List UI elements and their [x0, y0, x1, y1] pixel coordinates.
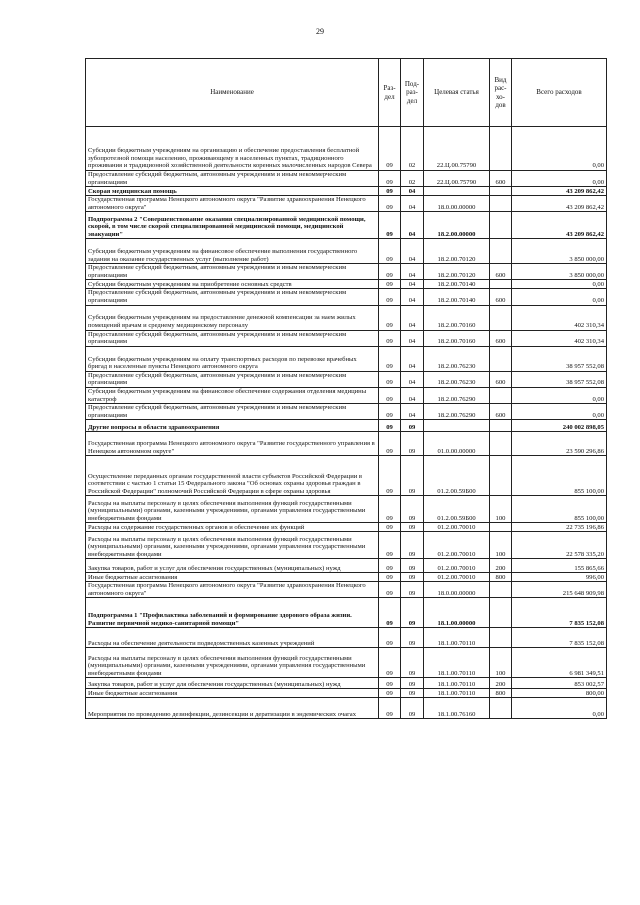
- table-row: [86, 346, 607, 371]
- cell-name: Закупка товаров, работ и услуг для обеспечения государственных (муниципальных) нужд: [86, 559, 379, 573]
- cell-vr: [490, 387, 512, 403]
- cell-sum: 7 835 152,08: [512, 628, 607, 648]
- cell-name: Скорая медицинская помощь: [86, 187, 379, 196]
- cell-sum: 0,00: [512, 127, 607, 171]
- cell-rz: 09: [379, 346, 401, 371]
- cell-vr: [490, 127, 512, 171]
- cell-sum: 43 209 862,42: [512, 187, 607, 196]
- cell-rz: 09: [379, 678, 401, 689]
- cell-vr: 100: [490, 496, 512, 523]
- cell-sum: 0,00: [512, 289, 607, 305]
- cell-cs: 22.Ц.00.75790: [424, 171, 490, 187]
- cell-pr: 04: [401, 387, 424, 403]
- cell-sum: 155 865,66: [512, 559, 607, 573]
- cell-vr: 600: [490, 289, 512, 305]
- cell-name: Иные бюджетные ассигнования: [86, 689, 379, 698]
- table-row: [86, 698, 607, 719]
- table-row: [86, 289, 607, 305]
- cell-rz: 09: [379, 264, 401, 280]
- budget-table: [85, 58, 607, 719]
- cell-sum: 43 209 862,42: [512, 196, 607, 212]
- cell-sum: 853 002,57: [512, 678, 607, 689]
- header-subsection: Под- раз- дел: [401, 59, 424, 127]
- cell-name: Подпрограмма 2 "Совершенствование оказания специализированной медицинской помощи, скорой, в том числе скорой специализированной медицинской помощи, медицинской эвакуации": [86, 212, 379, 239]
- cell-name: Предоставление субсидий бюджетным, автономным учреждениям и иным некоммерческим организациям: [86, 330, 379, 346]
- table-row: [86, 628, 607, 648]
- cell-name: Предоставление субсидий бюджетным, автономным учреждениям и иным некоммерческим организациям: [86, 264, 379, 280]
- cell-cs: 18.0.00.00000: [424, 196, 490, 212]
- cell-vr: 600: [490, 330, 512, 346]
- cell-vr: [490, 212, 512, 239]
- cell-pr: 04: [401, 305, 424, 330]
- cell-name: Закупка товаров, работ и услуг для обеспечения государственных (муниципальных) нужд: [86, 678, 379, 689]
- cell-cs: 01.2.00.70010: [424, 559, 490, 573]
- cell-name: Подпрограмма 1 "Профилактика заболеваний и формирование здорового образа жизни. Развитие первичной медико-санитарной помощи": [86, 598, 379, 628]
- cell-vr: [490, 432, 512, 456]
- table-row: [86, 532, 607, 559]
- cell-sum: 855 100,00: [512, 496, 607, 523]
- cell-cs: 18.2.00.70140: [424, 289, 490, 305]
- cell-name: Государственная программа Ненецкого автономного округа "Развитие государственного управления в Ненецком автономном округе": [86, 432, 379, 456]
- table-row: [86, 432, 607, 456]
- cell-rz: 09: [379, 598, 401, 628]
- table-row: [86, 523, 607, 532]
- cell-sum: 855 100,00: [512, 456, 607, 496]
- cell-vr: 100: [490, 648, 512, 678]
- cell-vr: 200: [490, 678, 512, 689]
- cell-vr: [490, 280, 512, 289]
- cell-vr: 600: [490, 371, 512, 387]
- cell-pr: 04: [401, 187, 424, 196]
- table-row: [86, 456, 607, 496]
- table-row: [86, 330, 607, 346]
- cell-cs: 01.2.00.59Б00: [424, 456, 490, 496]
- cell-cs: 18.2.00.70160: [424, 305, 490, 330]
- table-row: [86, 598, 607, 628]
- cell-sum: 23 590 296,86: [512, 432, 607, 456]
- cell-name: Предоставление субсидий бюджетным, автономным учреждениям и иным некоммерческим организациям: [86, 289, 379, 305]
- cell-vr: [490, 523, 512, 532]
- cell-cs: 18.1.00.70110: [424, 678, 490, 689]
- cell-name: Расходы на выплаты персоналу в целях обеспечения выполнения функций государственными (муниципальными) органами, казенными учреждениями, органами управления государственными внебюджетными фондами: [86, 648, 379, 678]
- cell-sum: 22 735 196,86: [512, 523, 607, 532]
- cell-cs: [424, 187, 490, 196]
- cell-pr: 04: [401, 280, 424, 289]
- table-header-row: [86, 59, 607, 127]
- cell-vr: 800: [490, 689, 512, 698]
- cell-name: Субсидии бюджетным учреждениям на оплату транспортных расходов по перевозке врачебных бригад в населенные пункты Ненецкого автономного округа: [86, 346, 379, 371]
- cell-rz: 09: [379, 171, 401, 187]
- cell-rz: 09: [379, 496, 401, 523]
- cell-pr: 09: [401, 698, 424, 719]
- cell-sum: 0,00: [512, 698, 607, 719]
- cell-sum: 38 957 552,08: [512, 346, 607, 371]
- table-row: [86, 127, 607, 171]
- cell-cs: 18.1.00.76160: [424, 698, 490, 719]
- cell-rz: 09: [379, 628, 401, 648]
- cell-cs: 18.1.00.70110: [424, 689, 490, 698]
- cell-cs: 18.2.00.70140: [424, 280, 490, 289]
- cell-name: Государственная программа Ненецкого автономного округа "Развитие здравоохранения Ненецкого автономного округа": [86, 582, 379, 598]
- cell-name: Предоставление субсидий бюджетным, автономным учреждениям и иным некоммерческим организациям: [86, 371, 379, 387]
- cell-pr: 04: [401, 404, 424, 420]
- cell-cs: 01.2.00.70010: [424, 523, 490, 532]
- cell-pr: 04: [401, 330, 424, 346]
- cell-cs: 01.2.00.70010: [424, 573, 490, 582]
- cell-vr: 200: [490, 559, 512, 573]
- cell-rz: 09: [379, 330, 401, 346]
- cell-rz: 09: [379, 404, 401, 420]
- cell-name: Другие вопросы в области здравоохранения: [86, 420, 379, 432]
- table-row: [86, 196, 607, 212]
- cell-pr: 09: [401, 582, 424, 598]
- cell-pr: 04: [401, 371, 424, 387]
- cell-rz: 09: [379, 559, 401, 573]
- cell-rz: 09: [379, 532, 401, 559]
- cell-name: Государственная программа Ненецкого автономного округа "Развитие здравоохранения Ненецкого автономного округа": [86, 196, 379, 212]
- cell-pr: 09: [401, 523, 424, 532]
- cell-name: Расходы на выплаты персоналу в целях обеспечения выполнения функций государственными (муниципальными) органами, казенными учреждениями, органами управления государственными внебюджетными фондами: [86, 532, 379, 559]
- cell-cs: 18.2.00.70120: [424, 264, 490, 280]
- cell-sum: 240 002 898,05: [512, 420, 607, 432]
- cell-sum: 3 850 000,00: [512, 239, 607, 264]
- table-row: [86, 404, 607, 420]
- cell-sum: 6 981 349,51: [512, 648, 607, 678]
- cell-vr: 800: [490, 573, 512, 582]
- cell-pr: 09: [401, 532, 424, 559]
- cell-rz: 09: [379, 239, 401, 264]
- table-row: [86, 678, 607, 689]
- cell-cs: 01.2.00.59Б00: [424, 496, 490, 523]
- cell-rz: 09: [379, 305, 401, 330]
- cell-rz: 09: [379, 582, 401, 598]
- cell-sum: 0,00: [512, 171, 607, 187]
- cell-cs: 18.2.00.76290: [424, 387, 490, 403]
- cell-pr: 09: [401, 648, 424, 678]
- table-row: [86, 239, 607, 264]
- cell-cs: 18.2.00.70160: [424, 330, 490, 346]
- cell-vr: [490, 628, 512, 648]
- cell-pr: 02: [401, 171, 424, 187]
- cell-vr: 600: [490, 171, 512, 187]
- page-number: 29: [316, 27, 324, 36]
- cell-rz: 09: [379, 523, 401, 532]
- cell-pr: 09: [401, 456, 424, 496]
- cell-pr: 02: [401, 127, 424, 171]
- cell-name: Мероприятия по проведению дезинфекции, дезинсекции и дератизации в эндемических очагах: [86, 698, 379, 719]
- table-row: [86, 496, 607, 523]
- table-row: [86, 212, 607, 239]
- cell-rz: 09: [379, 289, 401, 305]
- cell-vr: [490, 420, 512, 432]
- table-row: [86, 387, 607, 403]
- cell-vr: 100: [490, 532, 512, 559]
- cell-pr: 09: [401, 678, 424, 689]
- cell-name: Субсидии бюджетным учреждениям на организацию и обеспечение предоставления бесплатной зубопротезной помощи населению, проживающему в населенных пунктах, традиционного проживания и традиционной хозяйственной деятельности коренных малочисленных народов Севера: [86, 127, 379, 171]
- cell-vr: 600: [490, 404, 512, 420]
- cell-pr: 04: [401, 264, 424, 280]
- cell-name: Субсидии бюджетным учреждениям на предоставление денежной компенсации за наем жилых помещений врачам и среднему медицинскому персоналу: [86, 305, 379, 330]
- cell-pr: 09: [401, 432, 424, 456]
- cell-name: Осуществление переданных органам государственной власти субъектов Российской Федерации в соответствии с частью 1 статьи 15 Федерального закона "Об основах охраны здоровья граждан в Российской Федерации" полномочий Российской Федерации в сфере охраны здоровья: [86, 456, 379, 496]
- header-target: Целевая статья: [424, 59, 490, 127]
- cell-name: Субсидии бюджетным учреждениям на приобретение основных средств: [86, 280, 379, 289]
- table-row: [86, 648, 607, 678]
- cell-sum: 38 957 552,08: [512, 371, 607, 387]
- cell-name: Субсидии бюджетным учреждениям на финансовое обеспечение содержания отделения медицины катастроф: [86, 387, 379, 403]
- cell-pr: 04: [401, 346, 424, 371]
- cell-name: Расходы на содержание государственных органов и обеспечение их функций: [86, 523, 379, 532]
- table-row: [86, 187, 607, 196]
- cell-pr: 09: [401, 628, 424, 648]
- cell-name: Иные бюджетные ассигнования: [86, 573, 379, 582]
- cell-pr: 09: [401, 689, 424, 698]
- cell-cs: [424, 420, 490, 432]
- cell-pr: 09: [401, 420, 424, 432]
- cell-vr: 600: [490, 264, 512, 280]
- cell-pr: 09: [401, 559, 424, 573]
- cell-sum: 996,00: [512, 573, 607, 582]
- cell-vr: [490, 346, 512, 371]
- cell-cs: 18.1.00.70110: [424, 648, 490, 678]
- cell-name: Расходы на обеспечение деятельности подведомственных казенных учреждений: [86, 628, 379, 648]
- cell-pr: 04: [401, 212, 424, 239]
- cell-sum: 3 850 000,00: [512, 264, 607, 280]
- cell-cs: 18.1.00.00000: [424, 598, 490, 628]
- cell-cs: 18.2.00.76290: [424, 404, 490, 420]
- cell-sum: 402 310,34: [512, 330, 607, 346]
- cell-rz: 09: [379, 432, 401, 456]
- header-total: Всего расходов: [512, 59, 607, 127]
- cell-rz: 09: [379, 187, 401, 196]
- cell-sum: 800,00: [512, 689, 607, 698]
- cell-vr: [490, 305, 512, 330]
- cell-cs: 01.0.00.00000: [424, 432, 490, 456]
- table-body: [86, 127, 607, 719]
- table-row: [86, 171, 607, 187]
- cell-pr: 09: [401, 496, 424, 523]
- cell-rz: 09: [379, 196, 401, 212]
- cell-vr: [490, 582, 512, 598]
- cell-cs: 18.1.00.70110: [424, 628, 490, 648]
- cell-rz: 09: [379, 648, 401, 678]
- cell-rz: 09: [379, 698, 401, 719]
- cell-rz: 09: [379, 212, 401, 239]
- cell-cs: 18.0.00.00000: [424, 582, 490, 598]
- cell-sum: 0,00: [512, 280, 607, 289]
- cell-sum: 0,00: [512, 387, 607, 403]
- cell-cs: 18.2.00.00000: [424, 212, 490, 239]
- cell-vr: [490, 196, 512, 212]
- cell-vr: [490, 239, 512, 264]
- table-row: [86, 582, 607, 598]
- cell-pr: 04: [401, 239, 424, 264]
- cell-sum: 43 209 862,42: [512, 212, 607, 239]
- cell-vr: [490, 598, 512, 628]
- table-row: [86, 689, 607, 698]
- cell-vr: [490, 456, 512, 496]
- cell-cs: 18.2.00.76230: [424, 371, 490, 387]
- cell-name: Субсидии бюджетным учреждениям на финансовое обеспечение выполнения государственного задания на оказание государственных услуг (выполнение работ): [86, 239, 379, 264]
- table-row: [86, 305, 607, 330]
- cell-sum: 215 648 909,98: [512, 582, 607, 598]
- table-row: [86, 264, 607, 280]
- cell-sum: 7 835 152,08: [512, 598, 607, 628]
- cell-sum: 402 310,34: [512, 305, 607, 330]
- cell-cs: 18.2.00.70120: [424, 239, 490, 264]
- cell-cs: 01.2.00.70010: [424, 532, 490, 559]
- cell-sum: 22 578 335,20: [512, 532, 607, 559]
- cell-name: Предоставление субсидий бюджетным, автономным учреждениям и иным некоммерческим организациям: [86, 404, 379, 420]
- header-expense-type: Вид рас- хо- дов: [490, 59, 512, 127]
- cell-rz: 09: [379, 387, 401, 403]
- cell-pr: 09: [401, 598, 424, 628]
- table-row: [86, 559, 607, 573]
- cell-rz: 09: [379, 689, 401, 698]
- cell-rz: 09: [379, 573, 401, 582]
- table-row: [86, 371, 607, 387]
- cell-sum: 0,00: [512, 404, 607, 420]
- table-row: [86, 280, 607, 289]
- cell-pr: 04: [401, 196, 424, 212]
- cell-rz: 09: [379, 280, 401, 289]
- cell-cs: 18.2.00.76230: [424, 346, 490, 371]
- cell-rz: 09: [379, 371, 401, 387]
- cell-name: Предоставление субсидий бюджетным, автономным учреждениям и иным некоммерческим организациям: [86, 171, 379, 187]
- table-row: [86, 420, 607, 432]
- cell-cs: 22.Ц.00.75790: [424, 127, 490, 171]
- cell-vr: [490, 187, 512, 196]
- cell-rz: 09: [379, 420, 401, 432]
- header-name: Наименование: [86, 59, 379, 127]
- header-section: Раз- дел: [379, 59, 401, 127]
- cell-rz: 09: [379, 127, 401, 171]
- cell-pr: 04: [401, 289, 424, 305]
- cell-rz: 09: [379, 456, 401, 496]
- cell-vr: [490, 698, 512, 719]
- cell-name: Расходы на выплаты персоналу в целях обеспечения выполнения функций государственными (муниципальными) органами, казенными учреждениями, органами управления государственными внебюджетными фондами: [86, 496, 379, 523]
- cell-pr: 09: [401, 573, 424, 582]
- table-row: [86, 573, 607, 582]
